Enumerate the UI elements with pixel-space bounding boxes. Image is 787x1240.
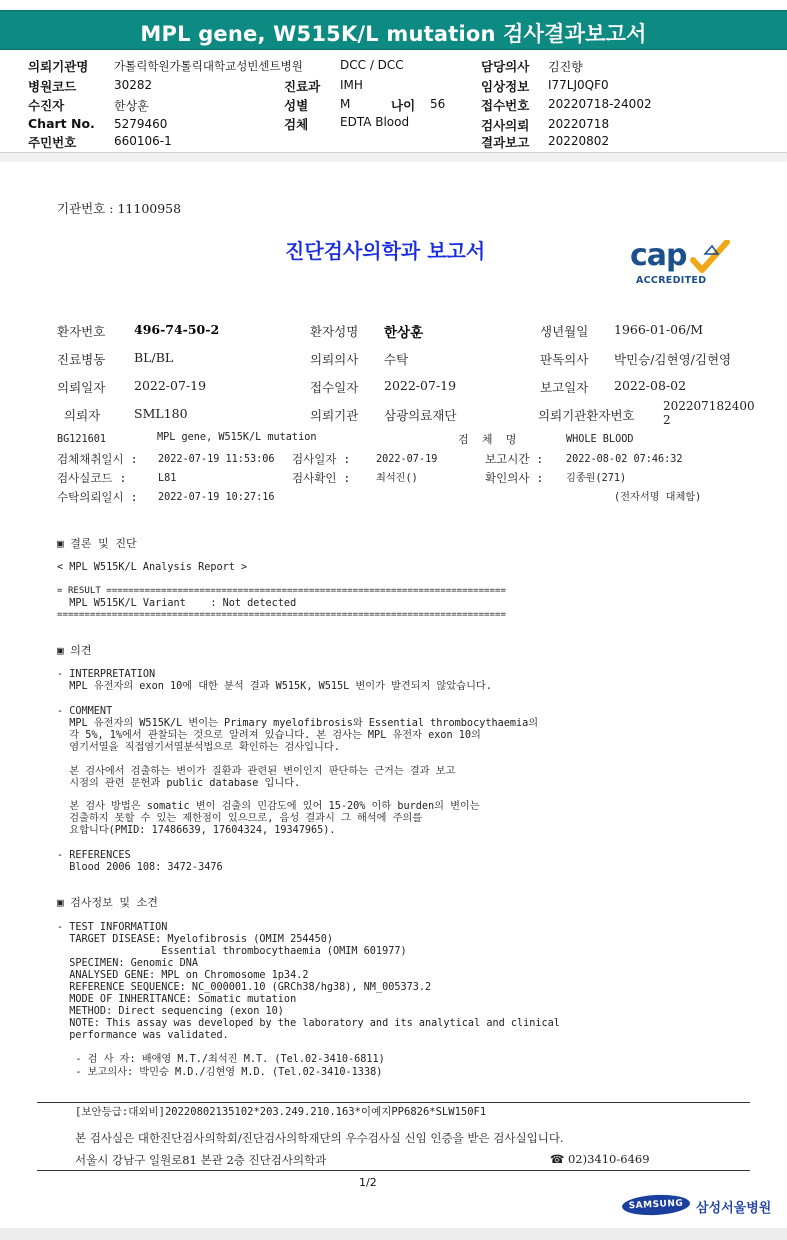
report-header-title: MPL gene, W515K/L mutation 검사결과보고서 xyxy=(140,22,647,46)
interpretation-line: MPL 유전자의 exon 10에 대한 분석 결과 W515K, W515L 변이가 발견되지 않았습니다. xyxy=(57,681,492,692)
req-patient-no-label: 의뢰기관환자번호 xyxy=(538,408,635,423)
req-patient-no-value-1: 202207182400 xyxy=(663,399,755,413)
testinfo-line: TARGET DISEASE: Myelofibrosis (OMIM 254450) xyxy=(57,934,334,945)
dept-value: IMH xyxy=(340,78,363,92)
testinfo-line: NOTE: This assay was developed by the laboratory and its analytical and clinical xyxy=(57,1018,560,1029)
comment-line: 요합니다(PMID: 17486639, 17604324, 19347965). xyxy=(57,825,336,836)
age-label: 나이 xyxy=(391,98,416,113)
recipient-label: 수진자 xyxy=(28,98,65,113)
consign-label: 수탁의뢰일시 : xyxy=(57,490,138,504)
report-time-value: 2022-08-02 07:46:32 xyxy=(566,454,683,465)
collect-value: 2022-07-19 11:53:06 xyxy=(158,454,275,465)
comment-line: 시점의 관련 문헌과 public database 입니다. xyxy=(57,778,301,789)
reportdate-value: 20220802 xyxy=(548,134,610,148)
ward-label: 진료병동 xyxy=(57,352,106,367)
patient-no-value: 496-74-50-2 xyxy=(134,322,220,337)
req-date-label: 의뢰일자 xyxy=(57,380,106,395)
report-date-value: 2022-08-02 xyxy=(614,378,687,393)
ward-value: DCC / DCC xyxy=(340,58,404,72)
req-inst-value: 삼광의료재단 xyxy=(384,408,457,423)
footer-top-rule xyxy=(37,1102,750,1103)
testinfo-line: METHOD: Direct sequencing (exon 10) xyxy=(57,1006,284,1017)
chart-label: Chart No. xyxy=(28,116,95,131)
recv-date-label: 접수일자 xyxy=(310,380,359,395)
confirm-doc-label: 확인의사 : xyxy=(485,471,544,485)
result-line: = RESULT ========================================================================= xyxy=(57,586,506,596)
analysis-report-title: < MPL W515K/L Analysis Report > xyxy=(57,562,248,573)
age-value: 56 xyxy=(430,97,446,111)
reading-value: 박민승/김현영/김현영 xyxy=(614,352,732,367)
resident-value: 660106-1 xyxy=(114,134,172,148)
security-line: [보안등급:대외비]20220802135102*203.249.210.163*이예지PP6826*SLW150F1 xyxy=(75,1106,487,1118)
dept-label: 진료과 xyxy=(284,79,321,94)
report-date-label: 보고일자 xyxy=(540,380,589,395)
receipt-value: 20220718-24002 xyxy=(548,97,652,111)
receipt-label: 접수번호 xyxy=(481,98,530,113)
lab-address: 서울시 강남구 일원로81 본관 2층 진단검사의학과 xyxy=(75,1153,327,1167)
req-doctor-label: 의뢰의사 xyxy=(310,352,359,367)
specimen-name-label: 검 체 명 xyxy=(458,433,517,446)
hospital-name: 삼성서울병원 xyxy=(696,1201,772,1216)
staff-line: - 검 사 자: 배애영 M.T./최석진 M.T. (Tel.02-3410-6811) xyxy=(57,1054,385,1065)
confirm-doc-value: 김종원(271) xyxy=(566,473,627,484)
test-code: BG121601 xyxy=(57,434,107,445)
req-date-value: 2022-07-19 xyxy=(134,378,207,393)
interpretation-line: - INTERPRETATION xyxy=(57,669,156,680)
footer-bottom-rule xyxy=(37,1170,750,1171)
sex-label: 성별 xyxy=(284,98,309,113)
cap-logo-text: cap xyxy=(630,238,687,273)
birth-label: 생년월일 xyxy=(540,324,589,339)
testinfo-heading: ▣ 검사정보 및 소견 xyxy=(57,896,158,909)
header-gray-band xyxy=(0,153,787,162)
requester-value: SML180 xyxy=(134,406,188,421)
consign-value: 2022-07-19 10:27:16 xyxy=(158,492,275,503)
testinfo-line: SPECIMEN: Genomic DNA xyxy=(57,958,199,969)
comment-line: 검출하지 못할 수 있는 제한점이 있으므로, 음성 결과시 그 해석에 주의를 xyxy=(57,813,423,824)
reference-line: - REFERENCES xyxy=(57,850,131,861)
doctor-label: 담당의사 xyxy=(481,59,530,74)
sex-value: M xyxy=(340,97,351,111)
opinion-heading: ▣ 의견 xyxy=(57,644,92,657)
comment3-block xyxy=(57,801,480,837)
reading-label: 판독의사 xyxy=(540,352,589,367)
interpretation-block xyxy=(57,669,492,693)
room-label: 검사실코드 : xyxy=(57,471,127,485)
conclusion-heading: ▣ 결론 및 진단 xyxy=(57,537,137,550)
comment-line: - COMMENT xyxy=(57,706,113,717)
report-header-banner xyxy=(0,10,787,50)
result-block xyxy=(57,586,506,620)
chart-value: 5279460 xyxy=(114,117,168,131)
certification-text: 본 검사실은 대한진단검사의학회/진단검사의학재단의 우수검사실 신임 인증을 받은 검사실입니다. xyxy=(75,1131,564,1145)
test-date-value: 2022-07-19 xyxy=(376,454,438,465)
specimen-name-value: WHOLE BLOOD xyxy=(566,434,634,445)
test-date-label: 검사일자 : xyxy=(292,452,351,466)
testinfo-line: REFERENCE SEQUENCE: NC_000001.10 (GRCh38/hg38), NM_005373.2 xyxy=(57,982,432,993)
page-bottom-band xyxy=(0,1228,787,1240)
cap-checkmark-icon xyxy=(690,240,730,274)
page-number: 1/2 xyxy=(359,1176,377,1189)
birth-value: 1966-01-06/M xyxy=(614,322,704,337)
references-block xyxy=(57,850,223,874)
comment-line: 본 검사 방법은 somatic 변이 검출의 민감도에 있어 15-20% 이하 burden의 변이는 xyxy=(57,801,480,812)
esign-note: (전자서명 대체함) xyxy=(614,492,702,503)
cap-accredited-logo xyxy=(628,238,732,292)
test-name: MPL gene, W515K/L mutation xyxy=(157,432,317,443)
requester-label: 의뢰자 xyxy=(64,408,101,423)
comment2-block xyxy=(57,766,455,790)
testinfo-block xyxy=(57,922,560,1042)
ward-info-value: BL/BL xyxy=(134,350,174,365)
testinfo-line: - TEST INFORMATION xyxy=(57,922,168,933)
requestdate-value: 20220718 xyxy=(548,117,610,131)
staff-block xyxy=(57,1053,385,1079)
cap-logo-accredited: ACCREDITED xyxy=(636,275,707,286)
comment-line: 염기서열을 직접염기서열분석법으로 확인하는 검사입니다. xyxy=(57,742,340,753)
patient-name-label: 환자성명 xyxy=(310,324,359,339)
clinical-label: 임상정보 xyxy=(481,79,530,94)
hospcode-value: 30282 xyxy=(114,78,153,92)
comment-line: 본 검사에서 검출하는 변이가 질환과 관련된 변이인지 판단하는 근거는 결과 보고 xyxy=(57,766,456,777)
lab-phone: ☎ 02)3410-6469 xyxy=(550,1152,650,1166)
reportdate-label: 결과보고 xyxy=(481,135,530,150)
specimen-label: 검체 xyxy=(284,117,309,132)
institution-value: 가톨릭학원가톨릭대학교성빈센트병원 xyxy=(114,59,303,73)
recipient-value: 한상훈 xyxy=(114,99,149,113)
testinfo-line: ANALYSED GENE: MPL on Chromosome 1p34.2 xyxy=(57,970,309,981)
comment-line: MPL 유전자의 W515K/L 변이는 Primary myelofibrosis와 Essential thrombocythaemia의 xyxy=(57,718,539,729)
staff-line: - 보고의사: 박민승 M.D./김현영 M.D. (Tel.02-3410-1338) xyxy=(57,1067,383,1078)
hospcode-label: 병원코드 xyxy=(28,79,77,94)
req-doctor-value: 수탁 xyxy=(384,352,409,367)
confirm-label: 검사확인 : xyxy=(292,471,351,485)
institution-label: 의뢰기관명 xyxy=(28,59,89,74)
req-inst-label: 의뢰기관 xyxy=(310,408,359,423)
patient-no-label: 환자번호 xyxy=(57,324,106,339)
report-time-label: 보고시간 : xyxy=(485,452,544,466)
testinfo-line: Essential thrombocythaemia (OMIM 601977) xyxy=(57,946,407,957)
samsung-logo: SAMSUNG xyxy=(622,1193,691,1217)
req-patient-no-value-2: 2 xyxy=(663,413,671,427)
clinical-value: I77LJ0QF0 xyxy=(548,78,609,92)
collect-label: 검체채취일시 : xyxy=(57,452,138,466)
requestdate-label: 검사의뢰 xyxy=(481,118,530,133)
comment-block xyxy=(57,706,538,754)
resident-label: 주민번호 xyxy=(28,135,77,150)
recv-date-value: 2022-07-19 xyxy=(384,378,457,393)
doctor-value: 김진향 xyxy=(548,60,583,74)
reference-line: Blood 2006 108: 3472-3476 xyxy=(57,862,223,873)
confirm-value: 최석진() xyxy=(376,473,418,484)
agency-number: 기관번호 : 11100958 xyxy=(57,201,182,216)
room-value: L81 xyxy=(158,473,177,484)
report-title: 진단검사의학과 보고서 xyxy=(285,239,486,263)
testinfo-line: performance was validated. xyxy=(57,1030,229,1041)
testinfo-line: MODE OF INHERITANCE: Somatic mutation xyxy=(57,994,297,1005)
comment-line: 각 5%, 1%에서 관찰되는 것으로 알려져 있습니다. 본 검사는 MPL 유전자 exon 10의 xyxy=(57,730,481,741)
result-line: MPL W515K/L Variant : Not detected xyxy=(57,597,297,609)
result-line: ================================================================================== xyxy=(57,609,506,620)
specimen-value: EDTA Blood xyxy=(340,115,410,129)
patient-name-value: 한상훈 xyxy=(384,325,424,341)
